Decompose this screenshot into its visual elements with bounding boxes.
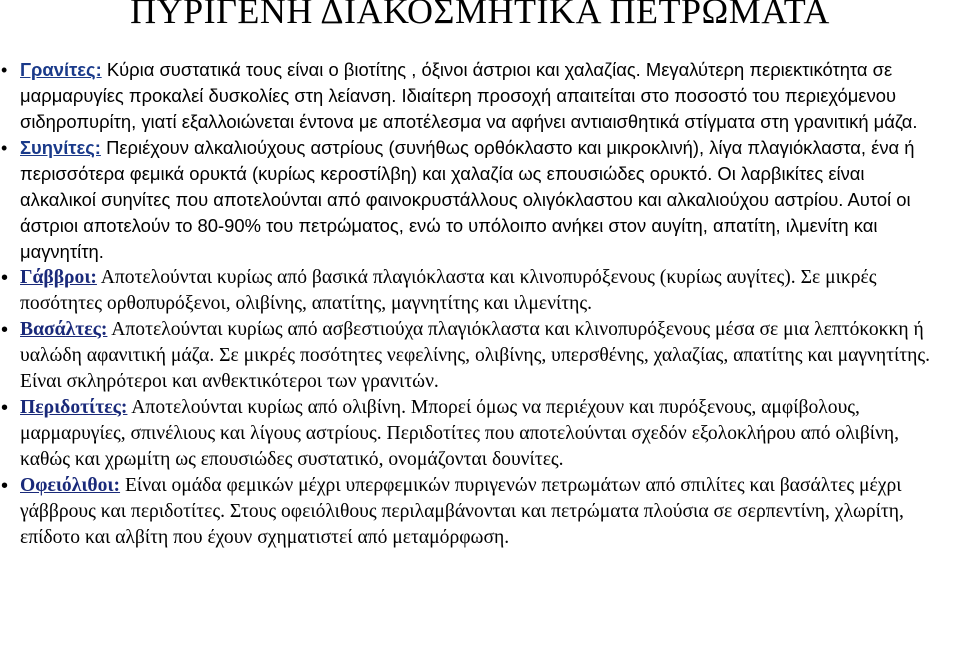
term-syenites: Συηνίτες: xyxy=(20,137,101,158)
list-item-granites xyxy=(0,57,945,135)
bullet-list xyxy=(0,57,945,551)
desc-gabbros: Αποτελούνται κυρίως από βασικά πλαγιόκλαστα και κλινοπυρόξενους (κυρίως αυγίτες). Σε μικρές ποσότητες ορθοπυρόξενοι, ολιβίνης, απατίτης, μαγνητίτης και ιλμενίτης. xyxy=(20,267,877,314)
page-title: ΠΥΡΙΓΕΝΗ ΔΙΑΚΟΣΜΗΤΙΚΑ ΠΕΤΡΩΜΑΤΑ xyxy=(130,0,830,31)
term-granites: Γρανίτες: xyxy=(20,59,102,80)
desc-syenites: Περιέχουν αλκαλιούχους αστρίους (συνήθως ορθόκλαστο και μικροκλινή), λίγα πλαγιόκλαστα, ένα ή περισσότερα φεμικά ορυκτά (κυρίως κεροστίλβη) και χαλαζία ως επουσιώδες ορυκτό. Οι λαρβικίτες είναι αλκαλικοί συηνίτες που αποτελούνται από φαινοκρυστάλλους ολιγόκλαστου και αλκαλιούχου αστρίου. Αυτοί οι άστριοι αποτελούν το 80-90% του πετρώματος, ενώ το υπόλοιπο ανήκει στον αυγίτη, απατίτη, ιλμενίτη και μαγνητίτη. xyxy=(20,137,915,262)
term-gabbros: Γάββροι: xyxy=(20,267,97,288)
list-item-ophiolites xyxy=(0,473,945,551)
list-item-peridotites xyxy=(0,395,945,473)
desc-basalts: Αποτελούνται κυρίως από ασβεστιούχα πλαγιόκλαστα και κλινοπυρόξενους μέσα σε μια λεπτόκοκκη ή υαλώδη αφανιτική μάζα. Σε μικρές ποσότητες νεφελίνης, ολιβίνης, υπερσθένης, χαλαζίας, απατίτης και μαγνητίτης. Είναι σκληρότεροι και ανθεκτικότεροι των γρανιτών. xyxy=(20,319,931,392)
list-item-gabbros xyxy=(0,265,945,317)
desc-ophiolites: Είναι ομάδα φεμικών μέχρι υπερφεμικών πυριγενών πετρωμάτων από σπιλίτες και βασάλτες μέχρι γάββρους και περιδοτίτες. Στους οφειόλιθους περιλαμβάνονται και πετρώματα πλούσια σε σερπεντίνη, χλωρίτη, επίδοτο και αλβίτη που έχουν σχηματιστεί από μεταμόρφωση. xyxy=(20,475,904,548)
list-item-syenites xyxy=(0,135,945,265)
term-basalts: Βασάλτες: xyxy=(20,319,108,340)
term-peridotites: Περιδοτίτες: xyxy=(20,397,128,418)
term-ophiolites: Οφειόλιθοι: xyxy=(20,475,121,496)
desc-granites: Κύρια συστατικά τους είναι ο βιοτίτης , όξινοι άστριοι και χαλαζίας. Μεγαλύτερη περιεκτικότητα σε μαρμαρυγίες προκαλεί δυσκολίες στη λείανση. Ιδιαίτερη προσοχή απαιτείται στο ποσοστό του περιεχόμενου σιδηροπυρίτη, γιατί εξαλλοιώνεται έντονα με αποτέλεσμα να αφήνει αντιαισθητικά στίγματα στη γρανιτική μάζα. xyxy=(20,59,918,132)
desc-peridotites: Αποτελούνται κυρίως από ολιβίνη. Μπορεί όμως να περιέχουν και πυρόξενους, αμφίβολους, μαρμαρυγίες, σπινέλιους και λίγους αστρίους. Περιδοτίτες που αποτελούνται σχεδόν εξολοκλήρου από ολιβίνη, καθώς και χρωμίτη ως επουσιώδες συστατικό, ονομάζονται δουνίτες. xyxy=(20,397,900,470)
list-item-basalts xyxy=(0,317,945,395)
